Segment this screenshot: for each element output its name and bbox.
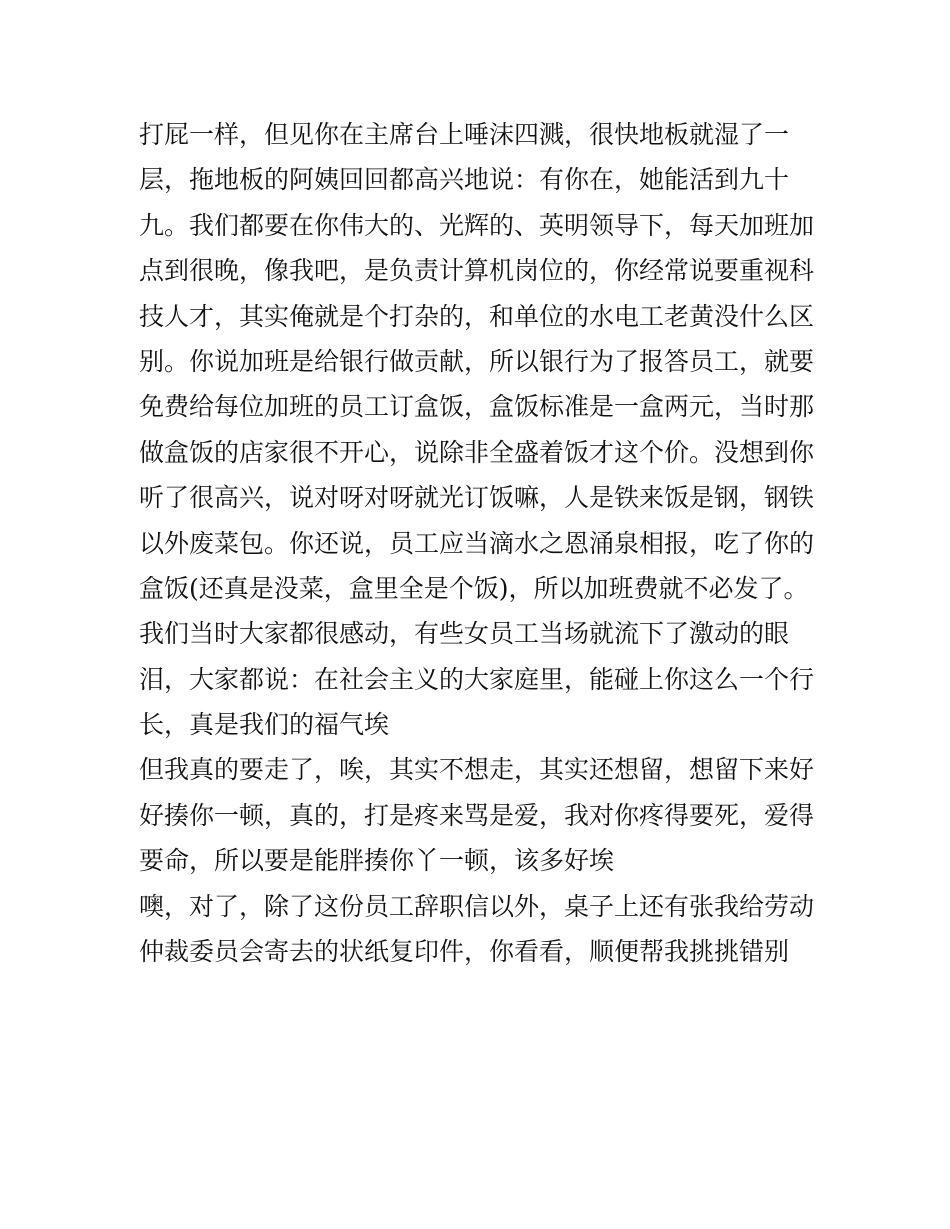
text-line: 但我真的要走了，唉，其实不想走，其实还想留，想留下来好 bbox=[139, 755, 815, 785]
text-line: 以外废菜包。你还说，员工应当滴水之恩涌泉相报，吃了你的 bbox=[139, 528, 815, 558]
text-line: 九。我们都要在你伟大的、光辉的、英明领导下，每天加班加 bbox=[139, 210, 815, 240]
text-line: 盒饭(还真是没菜，盒里全是个饭)，所以加班费就不必发了。 bbox=[139, 573, 809, 603]
text-line: 技人才，其实俺就是个打杂的，和单位的水电工老黄没什么区 bbox=[139, 301, 815, 331]
text-line: 免费给每位加班的员工订盒饭，盒饭标准是一盒两元，当时那 bbox=[139, 392, 815, 422]
text-line: 仲裁委员会寄去的状纸复印件，你看看，顺便帮我挑挑错别 bbox=[139, 937, 790, 967]
text-line: 点到很晚，像我吧，是负责计算机岗位的，你经常说要重视科 bbox=[139, 256, 815, 286]
text-line: 打屁一样，但见你在主席台上唾沫四溅，很快地板就湿了一 bbox=[139, 120, 790, 149]
text-line: 噢，对了，除了这份员工辞职信以外，桌子上还有张我给劳动 bbox=[139, 891, 815, 921]
text-line: 做盒饭的店家很不开心，说除非全盛着饭才这个价。没想到你 bbox=[139, 437, 815, 467]
text-line: 要命，所以要是能胖揍你丫一顿，该多好埃 bbox=[139, 846, 615, 876]
text-line: 好揍你一顿，真的，打是疼来骂是爱，我对你疼得要死，爱得 bbox=[139, 800, 815, 830]
text-line: 长，真是我们的福气埃 bbox=[139, 710, 390, 740]
document-body bbox=[139, 112, 829, 974]
text-line: 别。你说加班是给银行做贡献，所以银行为了报答员工，就要 bbox=[139, 346, 815, 376]
text-line: 听了很高兴，说对呀对呀就光订饭嘛，人是铁来饭是钢，钢铁 bbox=[139, 483, 815, 513]
text-line: 泪，大家都说：在社会主义的大家庭里，能碰上你这么一个行 bbox=[139, 664, 815, 694]
text-line: 我们当时大家都很感动，有些女员工当场就流下了激动的眼 bbox=[139, 619, 790, 649]
text-line: 层，拖地板的阿姨回回都高兴地说：有你在，她能活到九十 bbox=[139, 165, 790, 195]
